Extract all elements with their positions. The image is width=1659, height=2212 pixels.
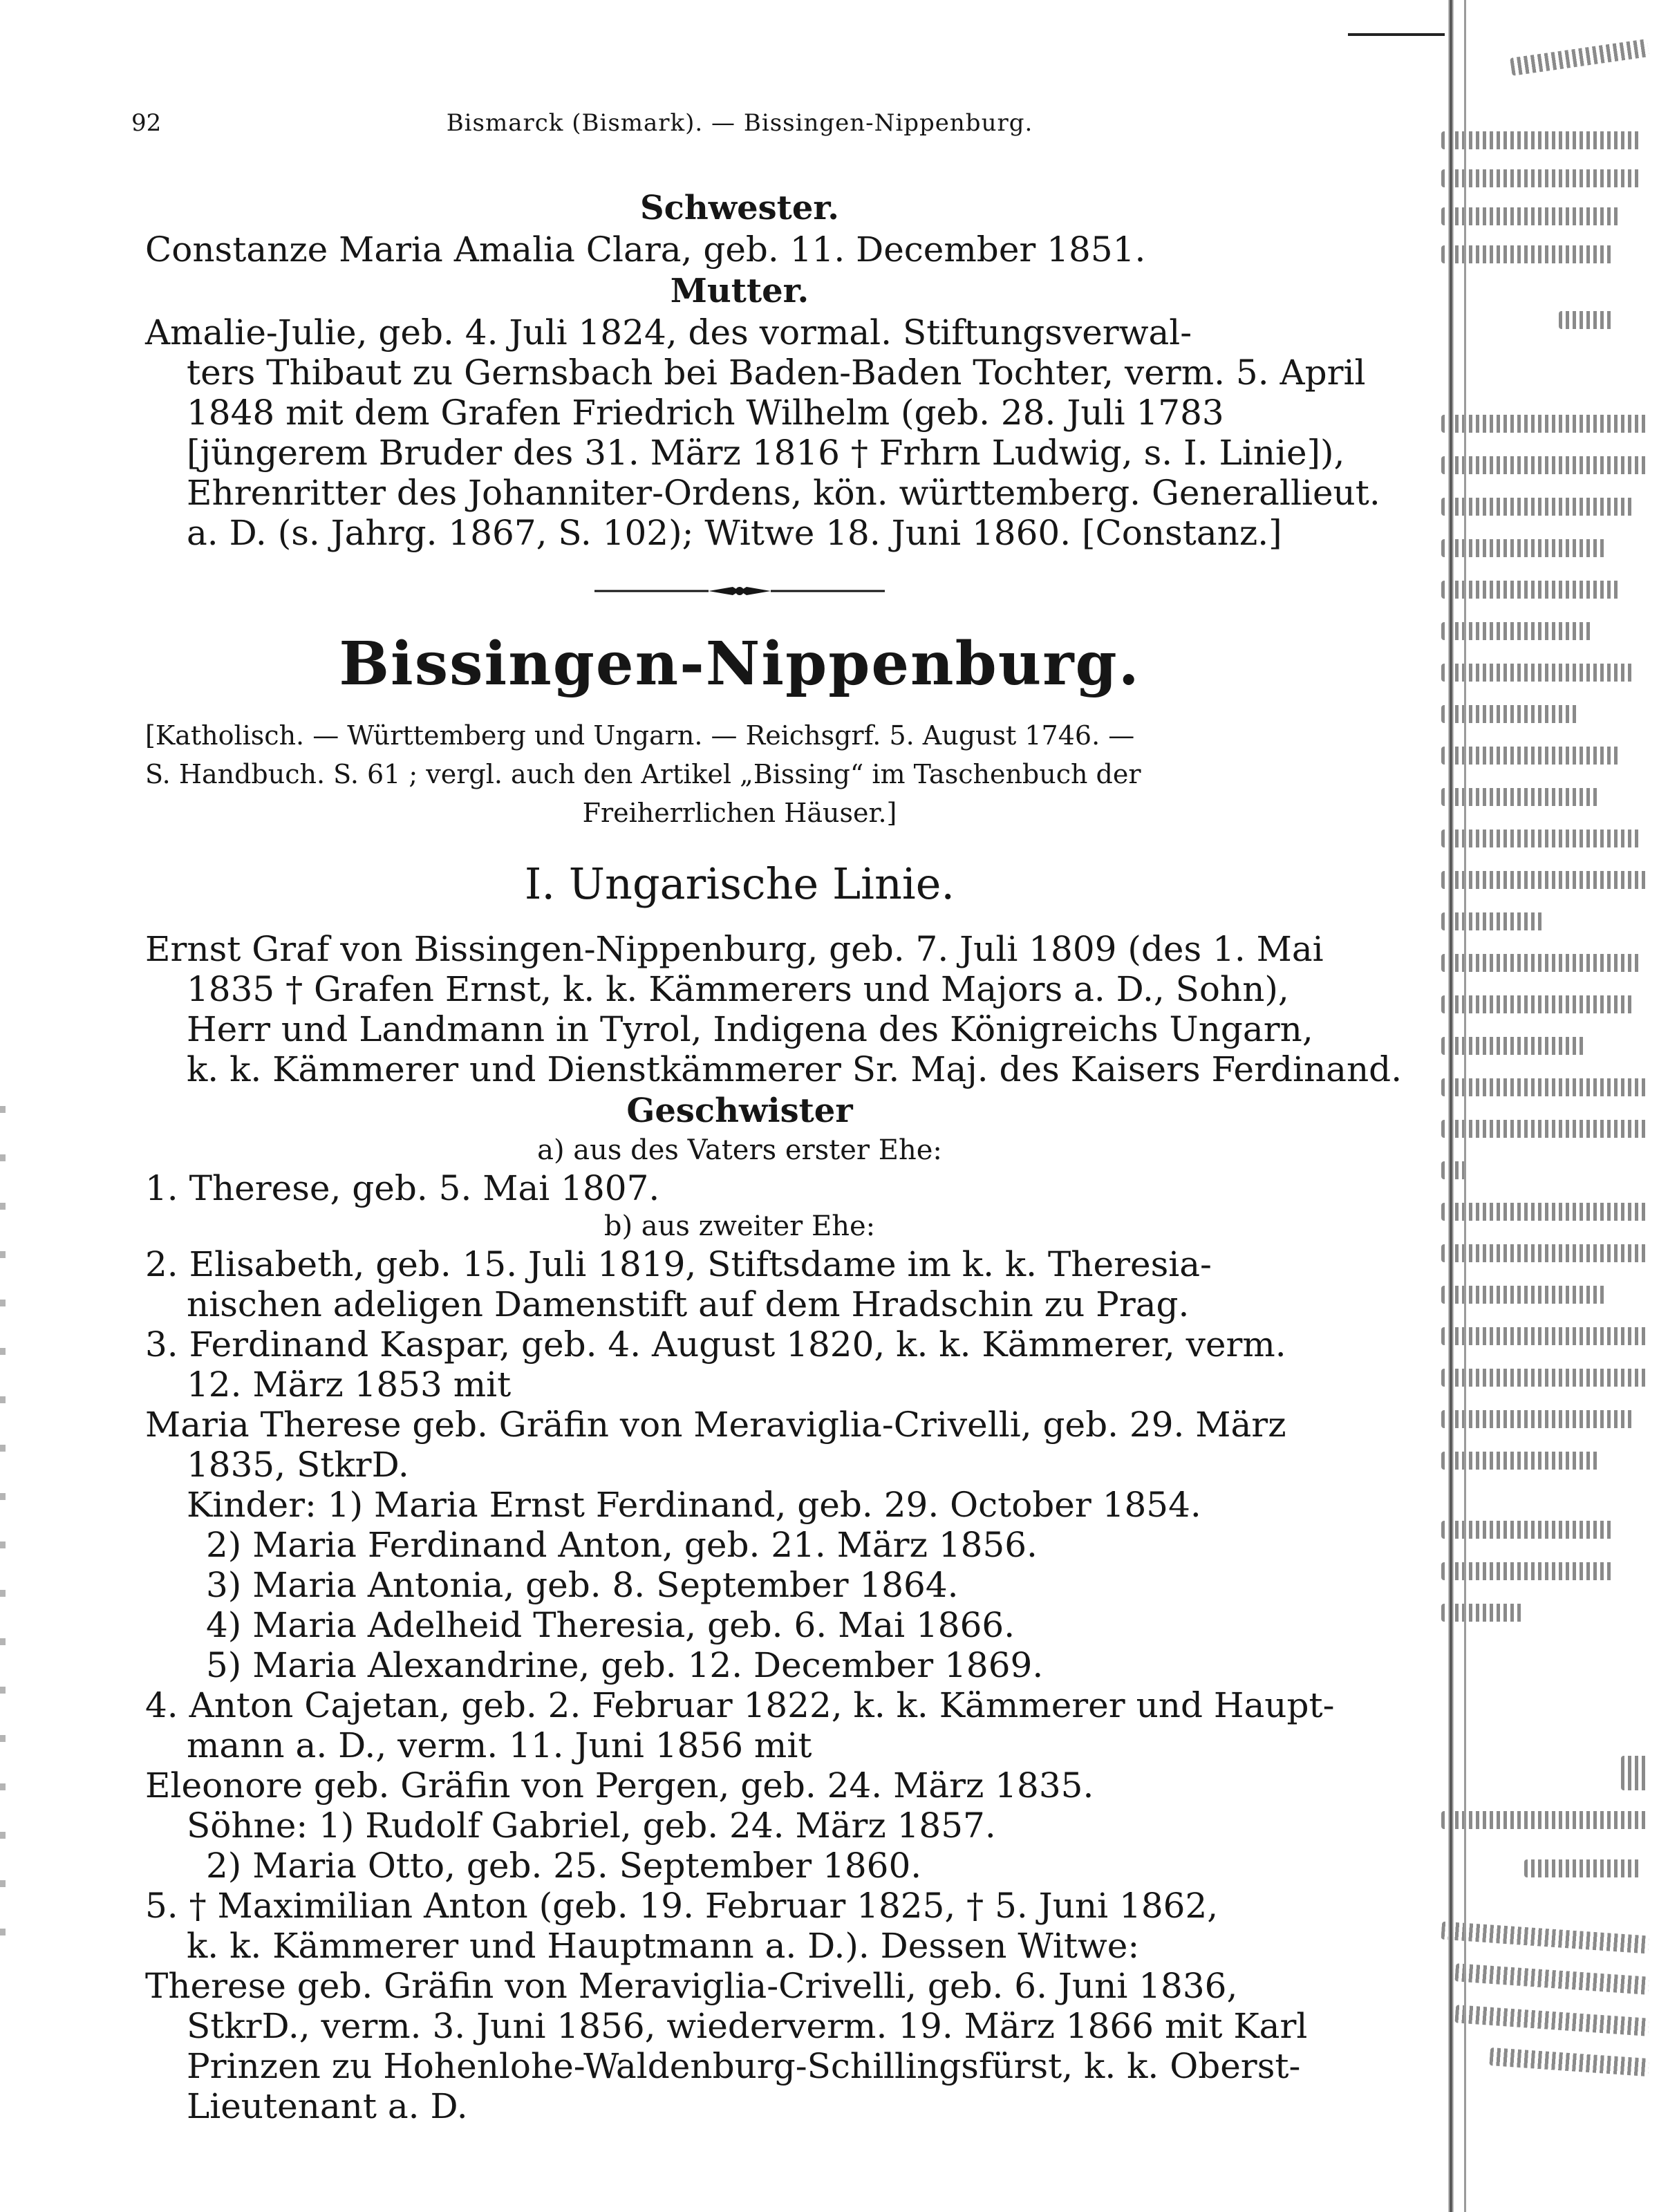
scan-edge-marks (0, 1106, 6, 1936)
divider-ornament-icon (594, 581, 885, 601)
child-line: Söhne: 1) Rudolf Gabriel, geb. 24. März 1857. (187, 1806, 996, 1846)
head-line: 1835 † Grafen Ernst, k. k. Kämmerers und Majors a. D., Sohn), (187, 969, 1289, 1009)
section-divider (145, 581, 1334, 601)
sibling-item-cont: nischen adeligen Damenstift auf dem Hradschin zu Prag. (187, 1284, 1190, 1324)
scan-edge-mark (1348, 33, 1445, 36)
mutter-heading: Mutter. (670, 272, 809, 310)
mutter-line: a. D. (s. Jahrg. 1867, S. 102); Witwe 18. Juni 1860. [Constanz.] (187, 513, 1282, 553)
page-number: 92 (131, 109, 162, 137)
bracket-line: S. Handbuch. S. 61 ; vergl. auch den Artikel „Bissing“ im Taschenbuch der (145, 759, 1141, 789)
section-title: I. Ungarische Linie. (524, 859, 955, 909)
child-line: 3) Maria Antonia, geb. 8. September 1864. (206, 1565, 959, 1605)
sub-heading-b: b) aus zweiter Ehe: (603, 1210, 876, 1242)
child-line: 2) Maria Ferdinand Anton, geb. 21. März 1856. (206, 1525, 1038, 1565)
sibling-item: 3. Ferdinand Kaspar, geb. 4. August 1820, k. k. Kämmerer, verm. (145, 1324, 1286, 1365)
geschwister-heading: Geschwister (626, 1091, 853, 1130)
sibling-item: 5. † Maximilian Anton (geb. 19. Februar 1825, † 5. Juni 1862, (145, 1886, 1219, 1926)
spouse-line: Maria Therese geb. Gräfin von Meraviglia-Crivelli, geb. 29. März (145, 1405, 1286, 1445)
bracket-line: [Katholisch. — Württemberg und Ungarn. — Reichsgrf. 5. August 1746. — (145, 720, 1135, 751)
entry-title: Bissingen-Nippenburg. (339, 629, 1141, 699)
widow-line-cont: StkrD., verm. 3. Juni 1856, wiederverm. 19. März 1866 mit Karl (187, 2006, 1308, 2046)
head-line: Ernst Graf von Bissingen-Nippenburg, geb. 7. Juli 1809 (des 1. Mai (145, 929, 1324, 969)
sibling-item: 1. Therese, geb. 5. Mai 1807. (145, 1168, 660, 1208)
widow-line-cont: Lieutenant a. D. (187, 2086, 468, 2126)
running-head (131, 104, 1334, 152)
widow-line-cont: Prinzen zu Hohenlohe-Waldenburg-Schillingsfürst, k. k. Oberst- (187, 2046, 1301, 2086)
spouse-line: Eleonore geb. Gräfin von Pergen, geb. 24. März 1835. (145, 1765, 1094, 1806)
mutter-line: [jüngerem Bruder des 31. März 1816 † Frhrn Ludwig, s. I. Linie]), (187, 433, 1345, 473)
entry-bracket-note (145, 716, 1334, 832)
mutter-line: Amalie-Julie, geb. 4. Juli 1824, des vormal. Stiftungsverwal- (145, 312, 1192, 353)
sibling-item-cont: mann a. D., verm. 11. Juni 1856 mit (187, 1725, 812, 1765)
sibling-item: 2. Elisabeth, geb. 15. Juli 1819, Stiftsdame im k. k. Theresia- (145, 1244, 1212, 1284)
mutter-line: ters Thibaut zu Gernsbach bei Baden-Baden Tochter, verm. 5. April (187, 353, 1366, 393)
schwester-text: Constanze Maria Amalia Clara, geb. 11. December 1851. (145, 229, 1146, 270)
widow-line: Therese geb. Gräfin von Meraviglia-Crivelli, geb. 6. Juni 1836, (145, 1966, 1238, 2006)
sibling-item-cont: 12. März 1853 mit (187, 1365, 512, 1405)
head-line: Herr und Landmann in Tyrol, Indigena des Königreichs Ungarn, (187, 1009, 1313, 1049)
adjacent-page-fragment (1434, 0, 1659, 2212)
sibling-item: 4. Anton Cajetan, geb. 2. Februar 1822, k. k. Kämmerer und Haupt- (145, 1685, 1335, 1725)
sub-heading-a: a) aus des Vaters erster Ehe: (537, 1134, 942, 1166)
mutter-line: Ehrenritter des Johanniter-Ordens, kön. württemberg. Generallieut. (187, 473, 1380, 513)
mutter-line: 1848 mit dem Grafen Friedrich Wilhelm (geb. 28. Juli 1783 (187, 393, 1224, 433)
child-line: 2) Maria Otto, geb. 25. September 1860. (206, 1846, 922, 1886)
child-line: 5) Maria Alexandrine, geb. 12. December 1869. (206, 1645, 1044, 1685)
schwester-heading: Schwester. (640, 189, 839, 227)
page-gutter-line (1464, 0, 1466, 2212)
running-title: Bismarck (Bismark). — Bissingen-Nippenburg. (446, 109, 1033, 137)
child-line: Kinder: 1) Maria Ernst Ferdinand, geb. 29. October 1854. (187, 1485, 1201, 1525)
page-body (131, 104, 1403, 2126)
child-line: 4) Maria Adelheid Theresia, geb. 6. Mai 1866. (206, 1605, 1015, 1645)
head-line: k. k. Kämmerer und Dienstkämmerer Sr. Maj. des Kaisers Ferdinand. (187, 1049, 1403, 1089)
bracket-line: Freiherrlichen Häuser.] (582, 798, 897, 828)
sibling-item-cont: k. k. Kämmerer und Hauptmann a. D.). Dessen Witwe: (187, 1926, 1140, 1966)
page-gutter (1448, 0, 1454, 2212)
spouse-line-cont: 1835, StkrD. (187, 1445, 409, 1485)
